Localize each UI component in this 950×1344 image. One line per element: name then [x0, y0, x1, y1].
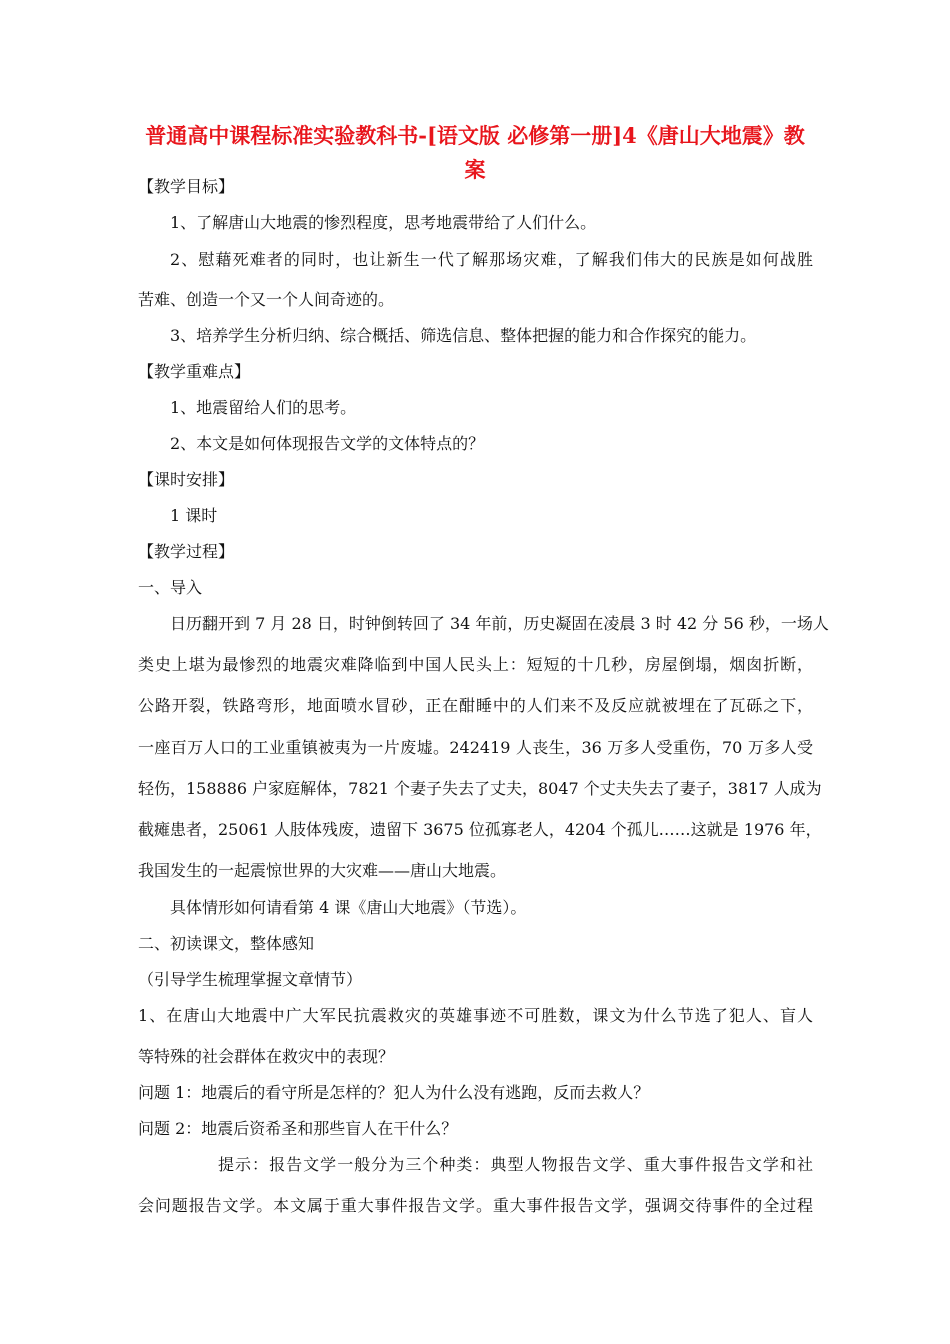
- paragraph-line: 2、慰藉死难者的同时，也让新生一代了解那场灾难，了解我们伟大的民族是如何战胜: [170, 250, 813, 269]
- section-heading-schedule: 【课时安排】: [138, 470, 235, 489]
- paragraph-line: 具体情形如何请看第 4 课《唐山大地震》（节选）。: [170, 898, 527, 917]
- section-heading-process: 【教学过程】: [138, 542, 235, 561]
- paragraph-line: 我国发生的一起震惊世界的大灾难——唐山大地震。: [138, 861, 507, 880]
- paragraph-line: 1、在唐山大地震中广大军民抗震救灾的英雄事迹不可胜数，课文为什么节选了犯人、盲人: [138, 1006, 813, 1025]
- paragraph-line: 轻伤，158886 户家庭解体，7821 个妻子失去了丈夫，8047 个丈夫失去了妻子，3817 人成为: [138, 779, 822, 798]
- document-title: 普通高中课程标准实验教科书-[语文版 必修第一册]4《唐山大地震》教案: [145, 123, 805, 182]
- paragraph-line: 等特殊的社会群体在救灾中的表现？: [138, 1047, 395, 1066]
- paragraph-line: 公路开裂，铁路弯形，地面喷水冒砂，正在酣睡中的人们来不及反应就被埋在了瓦砾之下，: [138, 696, 813, 715]
- paragraph-line: 1 课时: [170, 506, 218, 525]
- paragraph-line: 3、培养学生分析归纳、综合概括、筛选信息、整体把握的能力和合作探究的能力。: [170, 326, 757, 345]
- subsection-heading: 一、导入: [138, 578, 203, 597]
- paragraph-line: 一座百万人口的工业重镇被夷为一片废墟。242419 人丧生，36 万多人受重伤，70 万多人受: [138, 738, 813, 757]
- paragraph-line: 提示：报告文学一般分为三个种类：典型人物报告文学、重大事件报告文学和社: [218, 1155, 813, 1174]
- question-line: 问题 1：地震后的看守所是怎样的？犯人为什么没有逃跑，反而去救人？: [138, 1083, 650, 1102]
- question-line: 问题 2：地震后资希圣和那些盲人在干什么？: [138, 1119, 458, 1138]
- section-heading-key-points: 【教学重难点】: [138, 362, 251, 381]
- paragraph-line: 1、了解唐山大地震的惨烈程度，思考地震带给了人们什么。: [170, 213, 597, 232]
- subsection-heading: 二、初读课文，整体感知: [138, 934, 315, 953]
- paragraph-line: 1、地震留给人们的思考。: [170, 398, 357, 417]
- paragraph-line: 日历翻开到 7 月 28 日，时钟倒转回了 34 年前，历史凝固在凌晨 3 时 42 分 56 秒，一场人: [170, 614, 829, 633]
- paragraph-line: 苦难、创造一个又一个人间奇迹的。: [138, 290, 395, 309]
- paragraph-line: （引导学生梳理掌握文章情节）: [138, 970, 363, 989]
- section-heading-objectives: 【教学目标】: [138, 177, 235, 196]
- paragraph-line: 会问题报告文学。本文属于重大事件报告文学。重大事件报告文学，强调交待事件的全过程: [138, 1196, 813, 1215]
- paragraph-line: 2、本文是如何体现报告文学的文体特点的？: [170, 434, 485, 453]
- paragraph-line: 截瘫患者，25061 人肢体残废，遗留下 3675 位孤寡老人，4204 个孤儿……这就是 1976 年，: [138, 820, 822, 839]
- paragraph-line: 类史上堪为最惨烈的地震灾难降临到中国人民头上：短短的十几秒，房屋倒塌，烟囱折断，: [138, 655, 813, 674]
